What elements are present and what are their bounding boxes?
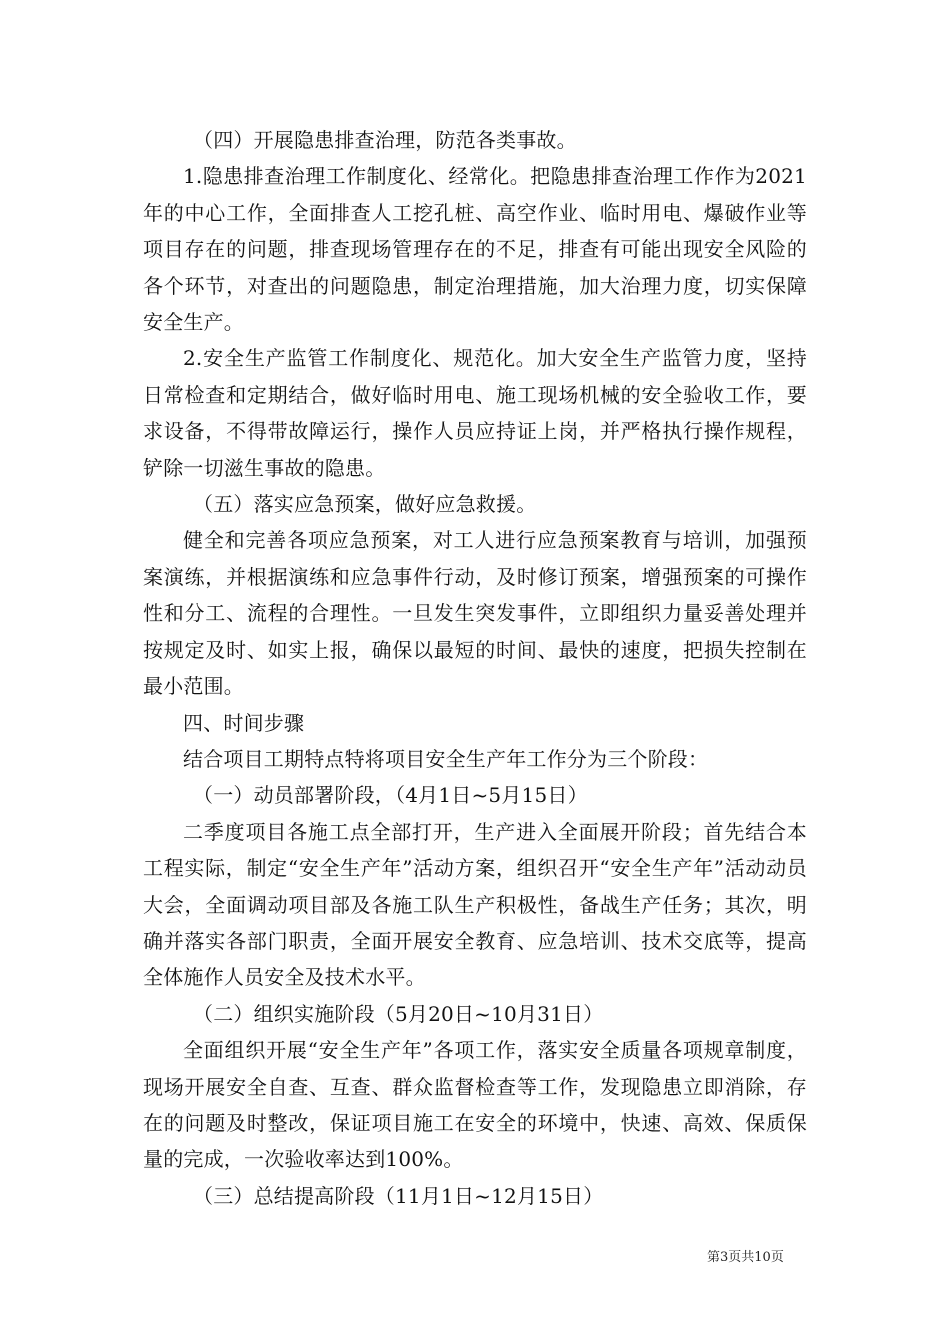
page-number-footer: 第3页共10页 xyxy=(707,1250,784,1265)
paragraph-stage-2: 全面组织开展“安全生产年”各项工作，落实安全质量各项规章制度，现场开展安全自查、互查、群众监督检查等工作，发现隐患立即消除，存在的问题及时整改，保证项目施工在安全的环境中，快速、高效、保质保量的完成，一次验收率达到100%。 xyxy=(143,1038,807,1172)
paragraph-stage-1: 二季度项目各施工点全部打开，生产进入全面展开阶段；首先结合本工程实际，制定“安全生产年”活动方案，组织召开“安全生产年”活动动员大会，全面调动项目部及各施工队生产积极性，备战生产任务；其次，明确并落实各部门职责，全面开展安全教育、应急培训、技术交底等，提高全体施作人员安全及技术水平。 xyxy=(143,819,807,990)
paragraph-safety-supervision: 2.安全生产监管工作制度化、规范化。加大安全生产监管力度，坚持日常检查和定期结合，做好临时用电、施工现场机械的安全验收工作，要求设备，不得带故障运行，操作人员应持证上岗，并严格执行操作规程，铲除一切滋生事故的隐患。 xyxy=(143,346,807,480)
stage-heading-2: （二）组织实施阶段（5月20日~10月31日） xyxy=(193,1001,604,1026)
paragraph-stages-intro: 结合项目工期特点特将项目安全生产年工作分为三个阶段： xyxy=(183,746,709,771)
section-heading-5: （五）落实应急预案，做好应急救援。 xyxy=(193,492,537,517)
document-body xyxy=(143,122,807,1214)
stage-heading-3: （三）总结提高阶段（11月1日~12月15日） xyxy=(193,1183,604,1208)
stage-heading-1: （一）动员部署阶段，（4月1日~5月15日） xyxy=(193,783,588,808)
chapter-heading-time-steps: 四、时间步骤 xyxy=(183,710,305,735)
paragraph-hazard-inspection: 1.隐患排查治理工作制度化、经常化。把隐患排查治理工作作为2021年的中心工作，全面排查人工挖孔桩、高空作业、临时用电、爆破作业等项目存在的问题，排查现场管理存在的不足，排查有可能出现安全风险的各个环节，对查出的问题隐患，制定治理措施，加大治理力度，切实保障安全生产。 xyxy=(143,164,807,335)
paragraph-emergency-plan: 健全和完善各项应急预案，对工人进行应急预案教育与培训，加强预案演练，并根据演练和应急事件行动，及时修订预案，增强预案的可操作性和分工、流程的合理性。一旦发生突发事件，立即组织力量妥善处理并按规定及时、如实上报，确保以最短的时间、最快的速度，把损失控制在最小范围。 xyxy=(143,528,807,699)
section-heading-4: （四）开展隐患排查治理，防范各类事故。 xyxy=(193,128,577,152)
